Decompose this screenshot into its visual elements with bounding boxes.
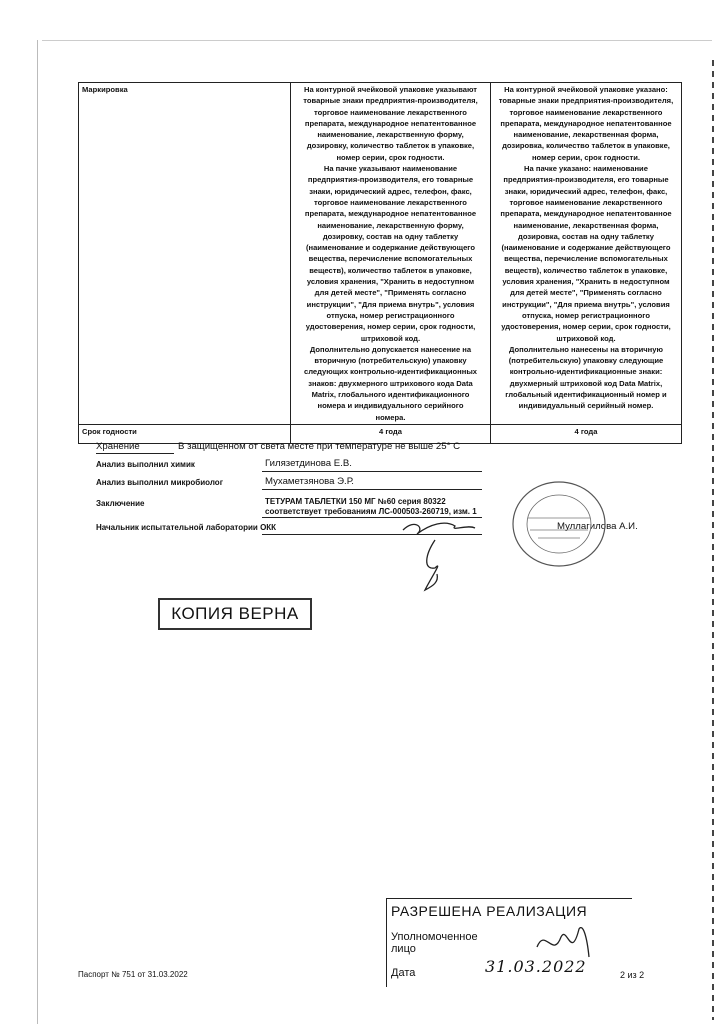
marking-requirement <box>291 83 491 425</box>
marking-label: Маркировка <box>79 83 291 425</box>
table-row-marking <box>79 83 682 425</box>
micro-value: Мухаметзянова Э.Р. <box>265 476 354 487</box>
round-seal-icon <box>508 478 610 570</box>
chemist-label: Анализ выполнил химик <box>96 460 195 469</box>
chemist-value: Гилязетдинова Е.В. <box>265 458 352 469</box>
page-number: 2 из 2 <box>620 970 645 980</box>
conclusion-label: Заключение <box>96 499 145 508</box>
passport-number: Паспорт № 751 от 31.03.2022 <box>78 970 188 979</box>
spec-table <box>78 82 682 444</box>
approval-date-label: Дата <box>391 967 416 979</box>
marking-result-text: На контурной ячейковой упаковке указано: товарные знаки предприятия-производителя, торговое наименование лекарственного препарата, международное непатентованное наименование, лекарственная форма, дозировка, количество таблеток в упаковке, номер серии, срок годности. На пачке указано: наименование предприятия-производителя, его товарные знаки, юридический адрес, телефон, факс, торговое наименование лекарственного препарата, международное непатентованное наименование, лекарственная форма, дозировка, состав на одну таблетку (наименование и содержание действующего вещества, перечисление вспомогательных веществ), количество таблеток в упаковке, условия хранения, "Хранить в недоступном для детей месте", "Применять согласно инструкции", "Для приема внутрь", условия отпуска, номер регистрационного удостоверения, номер серии, срок годности, штриховой код. Дополнительно нанесены на вторичную (потребительскую) упаковку следующие контрольно-идентификационные знаки: двухмерный штриховой код Data Matrix, глобальный идентификационный номер и индивидуальный серийный номер. <box>498 85 674 411</box>
approval-person-label: Уполномоченное лицо <box>391 931 478 955</box>
approval-title: РАЗРЕШЕНА РЕАЛИЗАЦИЯ <box>391 903 588 919</box>
storage-label: Хранение <box>96 441 140 452</box>
marking-requirement-text: На контурной ячейковой упаковке указывают товарные знаки предприятия-производителя, торговое наименование лекарственного препарата, международное непатентованное наименование, лекарственную форму, дозировку, количество таблеток в упаковке, номер серии, срок годности. На пачке указывают наименование предприятия-производителя, его товарные знаки, юридический адрес, телефон, факс, торговое наименование лекарственного препарата, международное непатентованное наименование, лекарственную форму, дозировку, состав на одну таблетку (наименование и содержание действующего вещества, перечисление вспомогательных веществ), количество таблеток в упаковке, условия хранения, "Хранить в недоступном для детей месте", "Применять согласно инструкции", "Для приема внутрь", условия отпуска, номер регистрационного удостоверения, номер серии, срок годности, штриховой код. Дополнительно допускается нанесение на вторичную (потребительскую) упаковку следующих контрольно-идентификационных знаков: двухмерного штрихового кода Data Matrix, глобального идентификационного номера и индивидуального серийного номера. <box>303 85 478 422</box>
micro-label: Анализ выполнил микробиолог <box>96 478 224 487</box>
page-top-edge <box>42 40 712 41</box>
storage-underline <box>96 453 174 454</box>
shelf-life-label: Срок годности <box>79 424 291 443</box>
conclusion-line2: соответствует требованиям ЛС-000503-260719, изм. 1 <box>265 507 477 516</box>
head-label: Начальник испытательной лаборатории ОКК <box>96 523 277 532</box>
scan-right-edge <box>712 60 714 1020</box>
storage-value: В защищенном от света месте при температуре не выше 25° С <box>178 441 461 452</box>
marking-result <box>491 83 682 425</box>
signature-head <box>395 510 485 600</box>
approval-date-value: 31.03.2022 <box>485 957 587 976</box>
page-left-edge <box>37 40 38 1024</box>
shelf-life-result: 4 года <box>491 424 682 443</box>
signature-approval <box>527 917 597 967</box>
copy-verified-stamp: КОПИЯ ВЕРНА <box>158 598 312 630</box>
micro-underline <box>262 489 482 490</box>
approval-stamp <box>386 898 632 987</box>
conclusion-line1: ТЕТУРАМ ТАБЛЕТКИ 150 МГ №60 серия 80322 <box>265 497 446 506</box>
shelf-life-requirement: 4 года <box>291 424 491 443</box>
head-name: Муллагилова А.И. <box>557 521 638 532</box>
chemist-underline <box>262 471 482 472</box>
